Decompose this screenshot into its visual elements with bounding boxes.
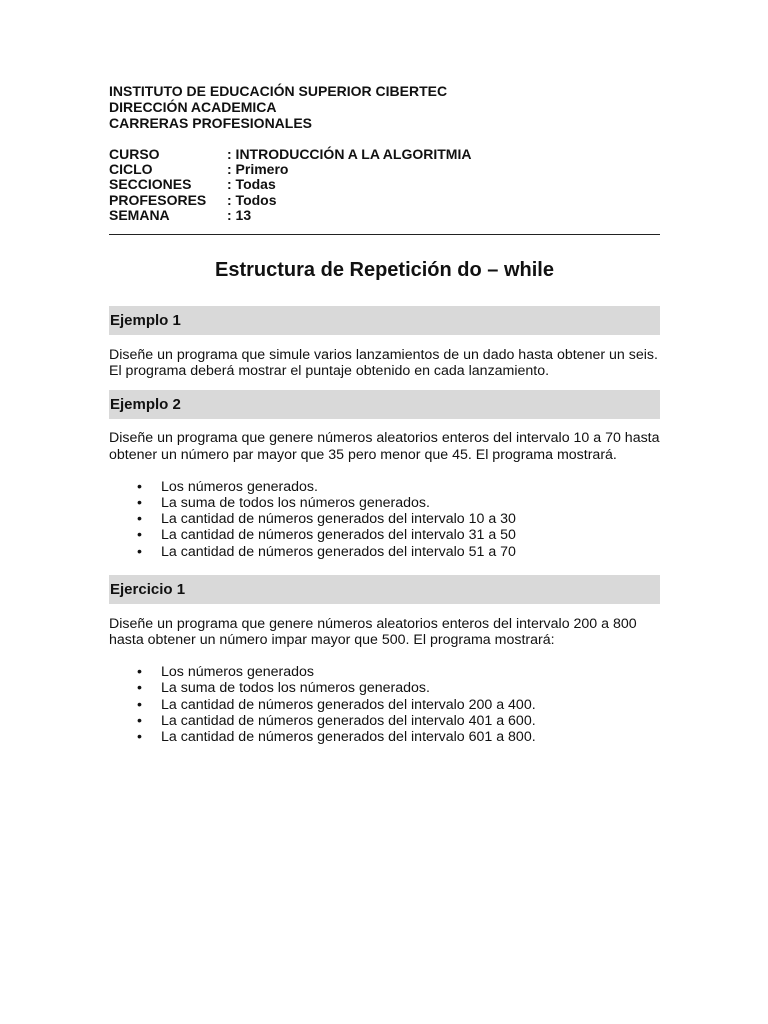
course-info (109, 147, 660, 223)
course-info-row (109, 208, 660, 223)
teachers-key: PROFESORES (109, 191, 207, 208)
cycle-key: CICLO (109, 161, 153, 178)
course-value: : INTRODUCCIÓN A LA ALGORITMIA (227, 146, 472, 162)
bullet-icon: • (137, 729, 142, 746)
list-item (109, 664, 660, 680)
bullet-icon: • (137, 511, 142, 528)
list-item-text: La cantidad de números generados del intervalo 601 a 800. (161, 729, 536, 746)
section-heading-ejercicio-1: Ejercicio 1 (109, 575, 660, 604)
list-item (109, 495, 660, 511)
header-divider (109, 234, 660, 235)
document-page (109, 83, 660, 745)
course-info-row (109, 147, 660, 162)
list-item-text: La cantidad de números generados del intervalo 51 a 70 (161, 543, 516, 560)
bullet-icon: • (137, 543, 142, 560)
text-line: obtener un número par mayor que 35 pero menor que 45. El programa mostrará. (109, 446, 617, 463)
text-line: Diseñe un programa que genere números aleatorios enteros del intervalo 10 a 70 hasta (109, 430, 660, 447)
list-item-text: La suma de todos los números generados. (161, 680, 430, 697)
list-item (109, 527, 660, 543)
institution-name: INSTITUTO DE EDUCACIÓN SUPERIOR CIBERTEC (109, 83, 448, 99)
bullet-icon: • (137, 680, 142, 697)
section-heading-ejemplo-2: Ejemplo 2 (109, 390, 660, 419)
text-line: El programa deberá mostrar el puntaje obtenido en cada lanzamiento. (109, 363, 550, 380)
bullet-icon: • (137, 712, 142, 729)
list-item-text: La cantidad de números generados del intervalo 401 a 600. (161, 712, 536, 729)
list-item (109, 680, 660, 696)
list-item-text: La cantidad de números generados del intervalo 10 a 30 (161, 511, 516, 528)
academic-direction: DIRECCIÓN ACADEMICA (109, 99, 277, 115)
list-item (109, 697, 660, 713)
course-key: CURSO (109, 146, 160, 162)
sections-key: SECCIONES (109, 176, 192, 193)
list-item (109, 544, 660, 560)
bullet-icon: • (137, 527, 142, 544)
careers-label: CARRERAS PROFESIONALES (109, 115, 313, 131)
list-item (109, 479, 660, 495)
bullet-icon: • (137, 696, 142, 713)
section-text-ejercicio-1 (109, 616, 660, 648)
section-heading-ejemplo-1: Ejemplo 1 (109, 306, 660, 335)
bullet-icon: • (137, 495, 142, 512)
page-title: Estructura de Repetición do – while (215, 259, 554, 282)
list-item-text: La cantidad de números generados del intervalo 31 a 50 (161, 527, 516, 544)
course-info-row (109, 177, 660, 192)
course-info-row (109, 162, 660, 177)
text-line: Diseñe un programa que genere números aleatorios enteros del intervalo 200 a 800 (109, 615, 637, 632)
institution-header (109, 83, 660, 131)
list-item (109, 511, 660, 527)
section-text-ejemplo-2 (109, 430, 660, 462)
list-item (109, 713, 660, 729)
text-line: Diseñe un programa que simule varios lanzamientos de un dado hasta obtener un seis. (109, 347, 658, 364)
bullet-list-ejercicio-1 (109, 664, 660, 745)
week-key: SEMANA (109, 206, 170, 223)
list-item-text: La cantidad de números generados del intervalo 200 a 400. (161, 696, 536, 713)
bullet-list-ejemplo-2 (109, 479, 660, 560)
week-value: : 13 (227, 206, 252, 223)
list-item (109, 729, 660, 745)
list-item-text: Los números generados (161, 664, 315, 681)
section-text-ejemplo-1 (109, 347, 660, 379)
teachers-value: : Todos (227, 191, 277, 208)
text-line: hasta obtener un número impar mayor que 500. El programa mostrará: (109, 632, 555, 649)
bullet-icon: • (137, 478, 142, 495)
sections-value: : Todas (227, 176, 276, 193)
course-info-row (109, 193, 660, 208)
list-item-text: Los números generados. (161, 478, 318, 495)
cycle-value: : Primero (227, 161, 289, 178)
list-item-text: La suma de todos los números generados. (161, 495, 430, 512)
bullet-icon: • (137, 664, 142, 681)
